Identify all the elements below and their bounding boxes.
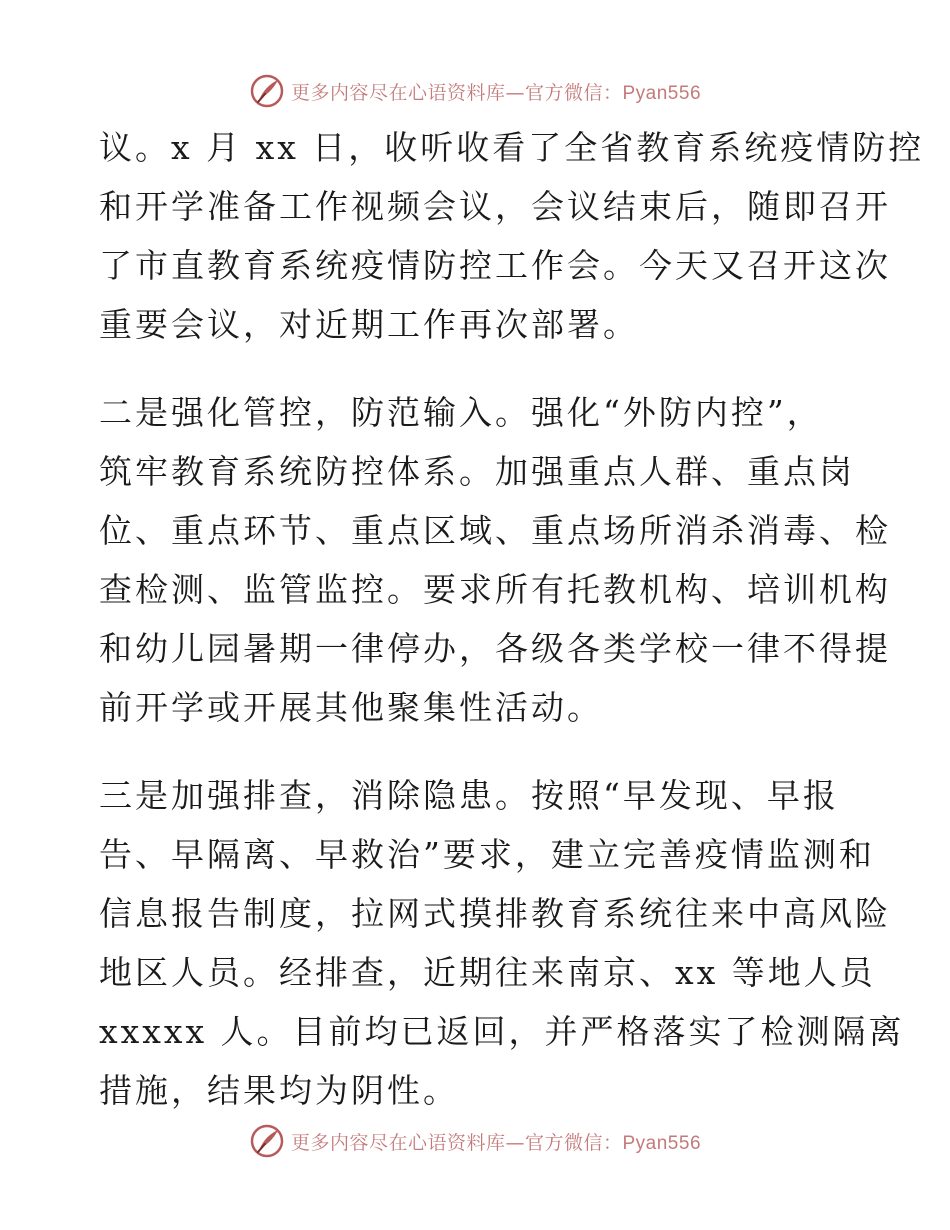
text-line: xxxxx 人。目前均已返回，并严格落实了检测隔离 [99,1012,905,1051]
text-line: 和开学准备工作视频会议，会议结束后，随即召开 [99,187,891,226]
watermark-text: 更多内容尽在心语资料库—官方微信：Pyan556 [290,81,702,104]
document-body [99,118,925,1149]
text-line: 地区人员。经排查，近期往来南京、xx 等地人员 [99,953,876,992]
text-line: 三是加强排查，消除隐患。按照“早发现、早报 [99,776,839,815]
watermark-footer [0,1121,950,1161]
paragraph-1 [99,118,925,354]
watermark-text: 更多内容尽在心语资料库—官方微信：Pyan556 [290,1131,702,1154]
feather-quill-icon [249,1123,285,1159]
paragraph-2 [99,383,891,737]
feather-quill-icon [249,73,285,109]
text-line: 了市直教育系统疫情防控工作会。今天又召开这次 [99,246,891,285]
text-line: 二是强化管控，防范输入。强化“外防内控”， [99,393,823,432]
text-line: 信息报告制度，拉网式摸排教育系统往来中高风险 [99,894,891,933]
text-line: 告、早隔离、早救治”要求，建立完善疫情监测和 [99,835,875,874]
text-line: 议。x 月 xx 日，收听收看了全省教育系统疫情防控 [99,128,925,167]
text-line: 和幼儿园暑期一律停办，各级各类学校一律不得提 [99,629,891,668]
text-line: 查检测、监管监控。要求所有托教机构、培训机构 [99,570,891,609]
text-line: 重要会议，对近期工作再次部署。 [99,305,639,344]
text-line: 前开学或开展其他聚集性活动。 [99,688,603,727]
watermark-header [0,71,950,111]
text-line: 措施，结果均为阴性。 [99,1071,459,1110]
text-line: 筑牢教育系统防控体系。加强重点人群、重点岗 [99,452,855,491]
paragraph-3 [99,766,905,1120]
text-line: 位、重点环节、重点区域、重点场所消杀消毒、检 [99,511,891,550]
